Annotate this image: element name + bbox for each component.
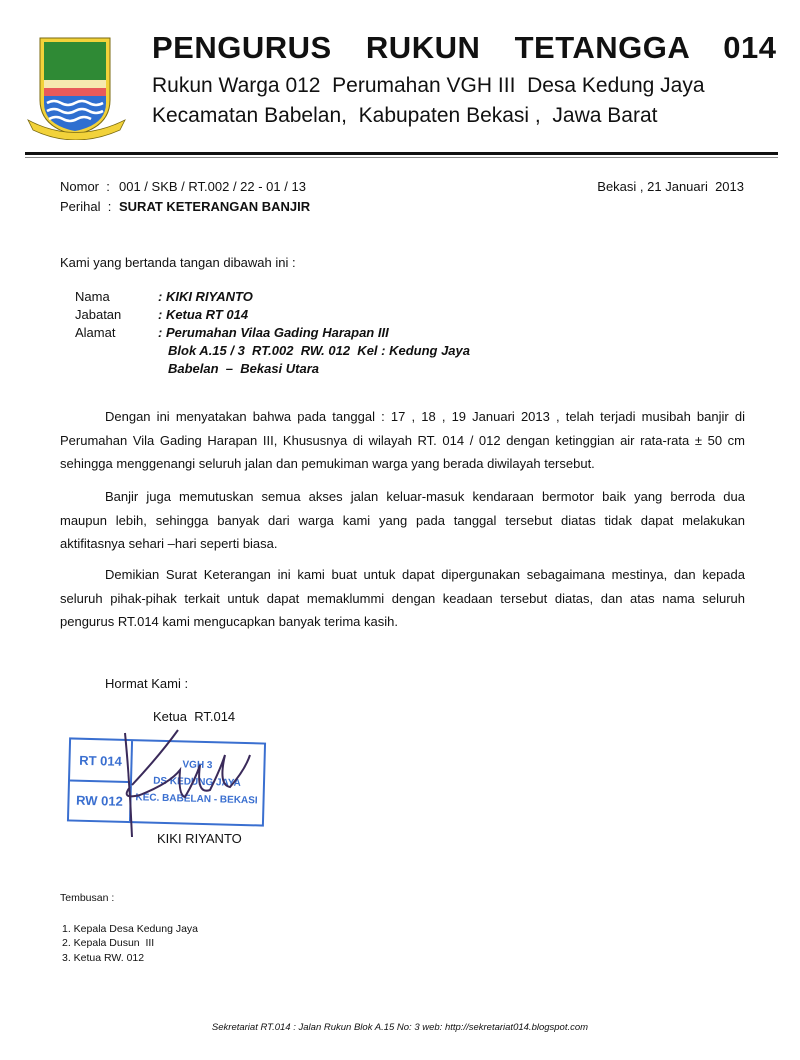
header-divider <box>25 152 778 155</box>
stamp-line-2: DS KEDUNG JAYA <box>153 775 241 789</box>
paragraph-line: aktifitasnya sehari –hari seperti biasa. <box>60 536 278 551</box>
paragraph-line: Banjir juga memutuskan semua akses jalan keluar-masuk kendaraan bermotor baik yang berroda dua <box>105 489 745 504</box>
letter-date: Bekasi , 21 Januari 2013 <box>597 179 744 194</box>
alamat-line-2: Blok A.15 / 3 RT.002 RW. 012 Kel : Kedung Jaya <box>168 343 470 358</box>
header-divider-thin <box>25 157 778 158</box>
jabatan-value: : Ketua RT 014 <box>158 307 249 322</box>
letterhead-line-1: Rukun Warga 012 Perumahan VGH III Desa Kedung Jaya <box>152 74 705 97</box>
perihal-label: Perihal : <box>60 199 112 214</box>
paragraph-line: seluruh pihak-pihak terkait untuk dapat memaklummi dengan keadaan tersebut diatas, dan atas nama seluruh <box>60 590 745 606</box>
alamat-label: Alamat <box>75 325 116 340</box>
paragraph-line: Demikian Surat Keterangan ini kami buat untuk dapat dipergunakan sebagaimana mestinya, dan kepada <box>105 567 745 582</box>
stamp-line-1: VGH 3 <box>182 759 213 772</box>
perihal-value: SURAT KETERANGAN BANJIR <box>119 199 311 214</box>
paragraph-2 <box>60 485 745 556</box>
letterhead-title: PENGURUS RUKUN TETANGGA 014 <box>152 30 777 65</box>
signature <box>100 725 270 840</box>
regency-logo <box>25 35 135 140</box>
nama-label: Nama <box>75 289 110 304</box>
paragraph-line: Perumahan Vila Gading Harapan III, Khususnya di wilayah RT. 014 / 012 dengan ketinggian air rata-rata ± 50 cm <box>60 432 745 448</box>
stamp-rt: RT 014 <box>70 739 133 783</box>
signer-name: KIKI RIYANTO <box>157 831 242 846</box>
signer-position: Ketua RT.014 <box>153 709 236 724</box>
alamat-value: : Perumahan Vilaa Gading Harapan III <box>158 325 389 340</box>
stamp-rw: RW 012 <box>69 779 132 821</box>
tembusan-item: 2. Kepala Dusun III <box>62 937 155 949</box>
nomor-value: 001 / SKB / RT.002 / 22 - 01 / 13 <box>119 179 306 194</box>
intro-text: Kami yang bertanda tangan dibawah ini : <box>60 255 296 270</box>
nomor-label: Nomor : <box>60 179 110 194</box>
tembusan-item: 1. Kepala Desa Kedung Jaya <box>62 923 199 935</box>
nama-value: : KIKI RIYANTO <box>158 289 253 304</box>
closing-greeting: Hormat Kami : <box>105 676 189 691</box>
letterhead-line-2: Kecamatan Babelan, Kabupaten Bekasi , Jawa Barat <box>152 104 658 127</box>
paragraph-3 <box>60 563 745 634</box>
tembusan-item: 3. Ketua RW. 012 <box>62 952 145 964</box>
paragraph-line: sehingga menggenangi seluruh jalan dan pemukiman warga yang berada diwilayah tersebut. <box>60 456 595 471</box>
paragraph-line: pengurus RT.014 kami mengucapkan banyak terima kasih. <box>60 614 398 629</box>
alamat-line-3: Babelan – Bekasi Utara <box>168 361 320 376</box>
paragraph-line: maupun lebih, sehingga banyak dari warga kami yang pada tanggal tersebut diatas tidak dapat melakukan <box>60 512 745 528</box>
footer-address: Sekretariat RT.014 : Jalan Rukun Blok A.15 No: 3 web: http://sekretariat014.blogspot.com <box>211 1022 589 1033</box>
stamp-line-3: KEC. BABELAN - BEKASI <box>135 792 258 807</box>
tembusan-label: Tembusan : <box>60 892 115 904</box>
jabatan-label: Jabatan <box>75 307 122 322</box>
paragraph-line: Dengan ini menyatakan bahwa pada tanggal : 17 , 18 , 19 Januari 2013 , telah terjadi musibah banjir di <box>105 409 745 424</box>
paragraph-1 <box>60 405 745 476</box>
